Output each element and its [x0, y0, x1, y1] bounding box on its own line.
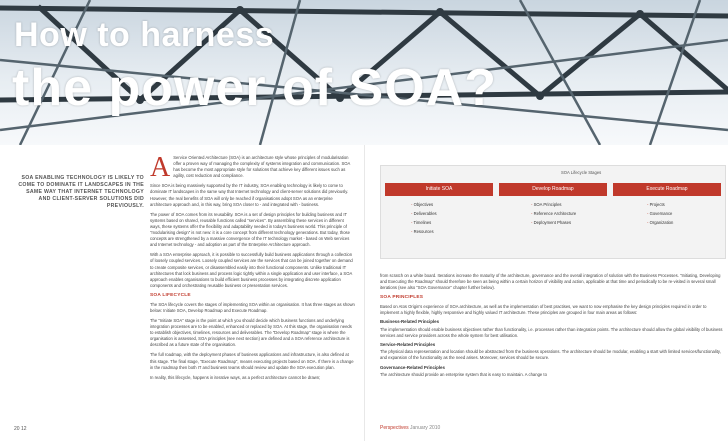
section-heading: SOA PRINCIPLES	[380, 295, 424, 301]
list-item: - Governance	[647, 211, 673, 217]
execute-list	[647, 202, 673, 229]
intro-paragraph	[150, 152, 355, 183]
subheading: Governance-Related Principles	[380, 364, 445, 370]
phase-develop: Develop Roadmap	[499, 183, 607, 196]
list-item: - Objectives	[411, 202, 434, 207]
left-body-column	[150, 152, 355, 385]
paragraph: The "Initiate SOA" stage is the point at which you should decide which business functions and underlying integration processes are to be enabled, enhanced or replaced by SOA. At this stage, the organisation needs to establish objectives, timelines, resources and deliverables. The "Develop Roadmap" stage is where the organisation is assessed, SOA principles (see next section) are defined and a SOA reference architecture is described as a future state of the organisation.	[150, 318, 352, 348]
paragraph: The power of SOA comes from its reusability. SOA is a set of design principles for building business and IT systems based on shared, reusable functions called "services". By assembling these services in different ways, these systems offer the flexibility and adaptability needed in today's business world. This principle of "modularising design" is not new: it is a core concept from different technology generations. But today, those concepts are strengthened by a massive convergence of the IT technology market - based on Web services and Internet technology - and adoption as part of the Enterprise Architecture approach.	[150, 211, 350, 248]
paragraph: The physical data representation and location should be abstracted from the business operations. The architecture should be modular, enabling a start with limited services/functionality, and expansion of the functionality as the need arises. Moreover, services should be secure.	[380, 349, 721, 361]
phase-execute: Execute Roadmap	[613, 183, 721, 196]
subheading: Business-Related Principles	[380, 319, 440, 325]
footer-brand	[380, 425, 440, 431]
list-item: - Deliverables	[411, 211, 437, 217]
list-item: - Projects	[647, 202, 665, 207]
paragraph: Based on Atos Origin's experience of SOA architecture, as well as the implementation of best practises, we want to now emphasise the key design principles required in order to implement a highly flexible, highly responsive and highly valued IT architecture. These principles are grouped in four main areas as follows:	[380, 304, 707, 316]
paragraph: The SOA lifecycle covers the stages of implementing SOA within an organisation. It has three stages as shown below: Initiate SOA, Develop Roadmap and Execute Roadmap.	[150, 301, 355, 313]
pull-quote: SOA ENABLING TECHNOLOGY IS LIKELY TO COME TO DOMINATE IT LANDSCAPES IN THE SAME WAY THAT INTERNET TECHNOLOGY AND CLIENT-SERVER SOLUTIONS DID PREVIOUSLY.	[18, 175, 144, 210]
left-page	[0, 145, 364, 441]
soa-lifecycle-diagram	[380, 165, 726, 259]
hero-banner	[0, 0, 728, 145]
page-number: 20 12	[14, 426, 27, 432]
list-item: - Resources	[411, 229, 434, 235]
phase-initiate: Initiate SOA	[385, 183, 493, 196]
section-heading: SOA LIFECYCLE	[150, 292, 191, 298]
paragraph: The full roadmap, with the deployment phases of business applications and infrastructure, is also defined at this stage. The final stage, "Execute Roadmap", means executing projects based on SOA. If there is a change in the roadmap then both IT and business teams should review and update the SOA execution plan.	[150, 352, 354, 370]
list-item: - Deployment Phases	[531, 220, 572, 226]
publication-name: Perspectives	[380, 425, 409, 431]
right-body-column	[380, 273, 724, 381]
title-line-2: the power of SOA?	[12, 59, 497, 117]
subheading: Service-Related Principles	[380, 341, 436, 347]
list-item: - Reference Architecture	[531, 211, 577, 217]
title-line-1: How to harness	[14, 16, 275, 54]
list-item: - Organization	[647, 220, 674, 226]
issue-date: January 2010	[410, 425, 441, 431]
intro-text: Service Oriented Architecture (SOA) is an architecture style whose principles of modularisation offer a proven way of managing the complexity of systems integration and communication. SOA has become the most appropriate style for solutions that achieve key different issues such as agility, cost reduction and compliance.	[173, 155, 351, 179]
right-page	[364, 145, 728, 441]
list-item: - SOA Principles	[531, 202, 562, 207]
list-item: - Timelines	[411, 220, 432, 226]
develop-list	[531, 202, 591, 229]
paragraph: With a SOA enterprise approach, it is possible to successfully build business applications through a collection of loosely coupled services. Loosely coupled services are the services that can be joined together on demand to create composite services, or disassembled easily into their functional components. Unlike traditional IT architectures that lock business and process logic tightly within a single application and user interface, a SOA approach enables organisations to build efficient business processes by integrating discrete application components and orchestrating reusable business or presentation services.	[150, 252, 353, 288]
initiate-list	[411, 202, 437, 238]
drop-cap: A	[150, 152, 171, 183]
paragraph: The implementation should enable business objectives rather than functionality, i.e. processes rather than integration points. The architecture should allow the global visibility of business services and service providers across the whole system for best utilisation.	[380, 326, 723, 338]
paragraph: The architecture should provide an enterprise system that is easy to maintain. A change to	[380, 371, 547, 377]
gutter-divider	[364, 145, 365, 441]
diagram-title: SOA Lifecycle Stages	[561, 170, 602, 175]
paragraph: In reality, this lifecycle, happens in iterative ways, as a perfect architecture cannot be drawn;	[150, 374, 321, 380]
paragraph: Since SOA is being massively supported by the IT industry, SOA enabling technology is likely to come to dominate IT landscapes in the same way that Internet technology and client-server solutions did previously. However, the real benefits of SOA will only be reached if organisations adopt SOA as an enterprise architecture approach and, in this way, bring SOA closer to - and integrated with - business.	[150, 183, 349, 207]
paragraph: from scratch on a white board. Iterations increase the maturity of the architecture, governance and the overall integration of solution with the Business Processes. "Initiating, Developing and Executing the Roadmap" should therefore be seen as being within a certain horizon of visibility and action, applicable at that time and periodically to be re-visited in several small iterations (see also "SOA Governance" chapter further below).	[380, 273, 721, 291]
